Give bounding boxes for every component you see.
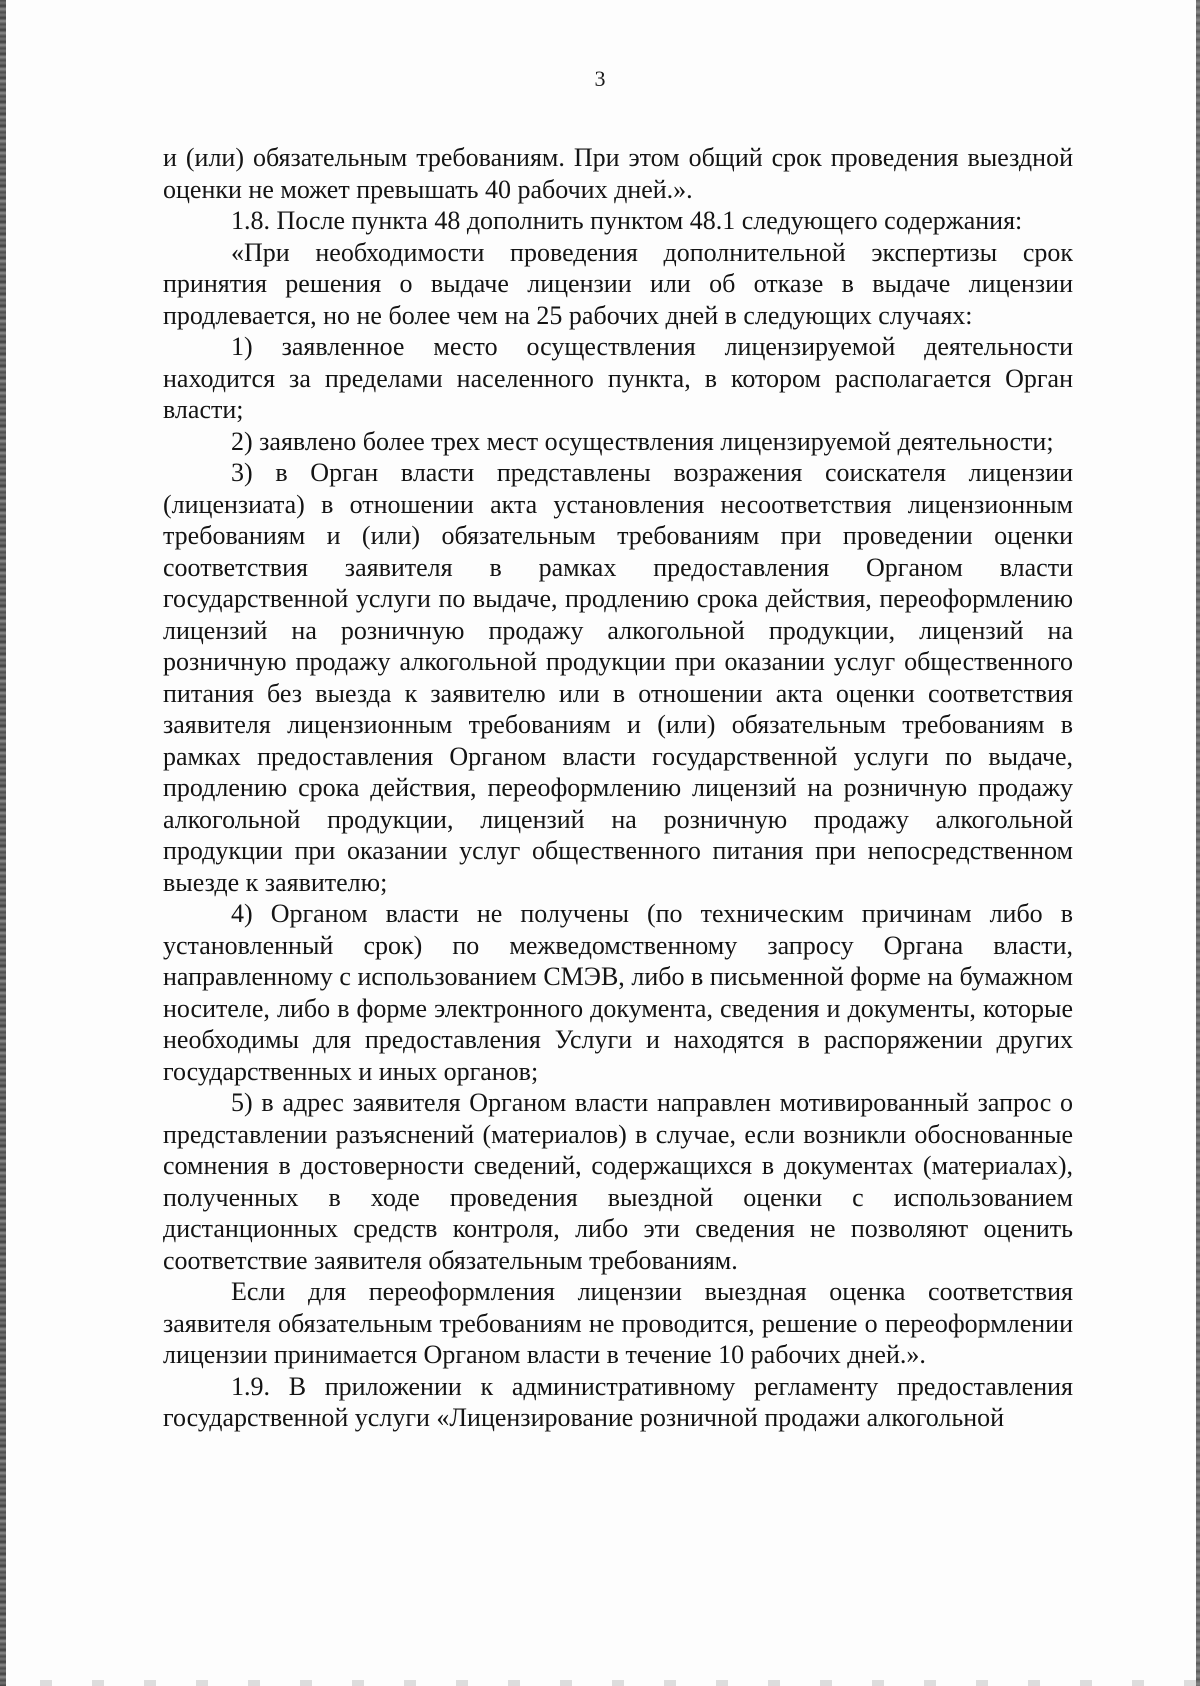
paragraph-item-1-9: 1.9. В приложении к административному регламенту предоставления государственной услуги «Лицензирование розничной продажи алкогольной [163,1371,1073,1432]
scan-edge-right [1196,0,1200,1686]
paragraph-continuation: и (или) обязательным требованиям. При этом общий срок проведения выездной оценки не может превышать 40 рабочих дней.». [163,143,1073,204]
paragraph-case-4: 4) Органом власти не получены (по техническим причинам либо в установленный срок) по межведомственному запросу Органа власти, направленному с использованием СМЭВ, либо в письменной форме на бумажном носителе, либо в форме электронного документа, сведения и документы, которые необходимы для предоставления Услуги и находятся в распоряжении других государственных и иных органов; [163,899,1073,1086]
scan-edge-bottom [0,1680,1200,1686]
page-number: 3 [594,66,606,91]
paragraph-reissue: Если для переоформления лицензии выездная оценка соответствия заявителя обязательным требованиям не проводится, решение о переоформлении лицензии принимается Органом власти в течение 10 рабочих дней.». [163,1277,1073,1369]
paragraph-item-1-8: 1.8. После пункта 48 дополнить пунктом 48.1 следующего содержания: [231,206,1023,235]
paragraph-case-1: 1) заявленное место осуществления лицензируемой деятельности находится за пределами населенного пункта, в котором располагается Орган власти; [163,332,1073,424]
paragraph-case-5: 5) в адрес заявителя Органом власти направлен мотивированный запрос о представлении разъяснений (материалов) в случае, если возникли обоснованные сомнения в достоверности сведений, содержащихся в документах (материалах), полученных в ходе проведения выездной оценки с использованием дистанционных средств контроля, либо эти сведения не позволяют оценить соответствие заявителя обязательным требованиям. [163,1088,1073,1275]
document-body [163,142,1073,1434]
paragraph-case-3: 3) в Орган власти представлены возражения соискателя лицензии (лицензиата) в отношении акта установления несоответствия лицензионным требованиям и (или) обязательным требованиям при проведении оценки соответствия заявителя в рамках предоставления Органом власти государственной услуги по выдаче, продлению срока действия, переоформлению лицензий на розничную продажу алкогольной продукции, лицензий на розничную продажу алкогольной продукции при оказании услуг общественного питания без выезда к заявителю или в отношении акта оценки соответствия заявителя лицензионным требованиям и (или) обязательным требованиям в рамках предоставления Органом власти государственной услуги по выдаче, продлению срока действия, переоформлению лицензий на розничную продажу алкогольной продукции, лицензий на розничную продажу алкогольной продукции при оказании услуг общественного питания при непосредственном выезде к заявителю; [163,458,1073,897]
paragraph-case-2: 2) заявлено более трех мест осуществления лицензируемой деятельности; [231,426,1054,456]
paragraph-quote-intro: «При необходимости проведения дополнительной экспертизы срок принятия решения о выдаче лицензии или об отказе в выдаче лицензии продлевается, но не более чем на 25 рабочих дней в следующих случаях: [163,237,1073,330]
scan-edge-left [0,0,6,1686]
